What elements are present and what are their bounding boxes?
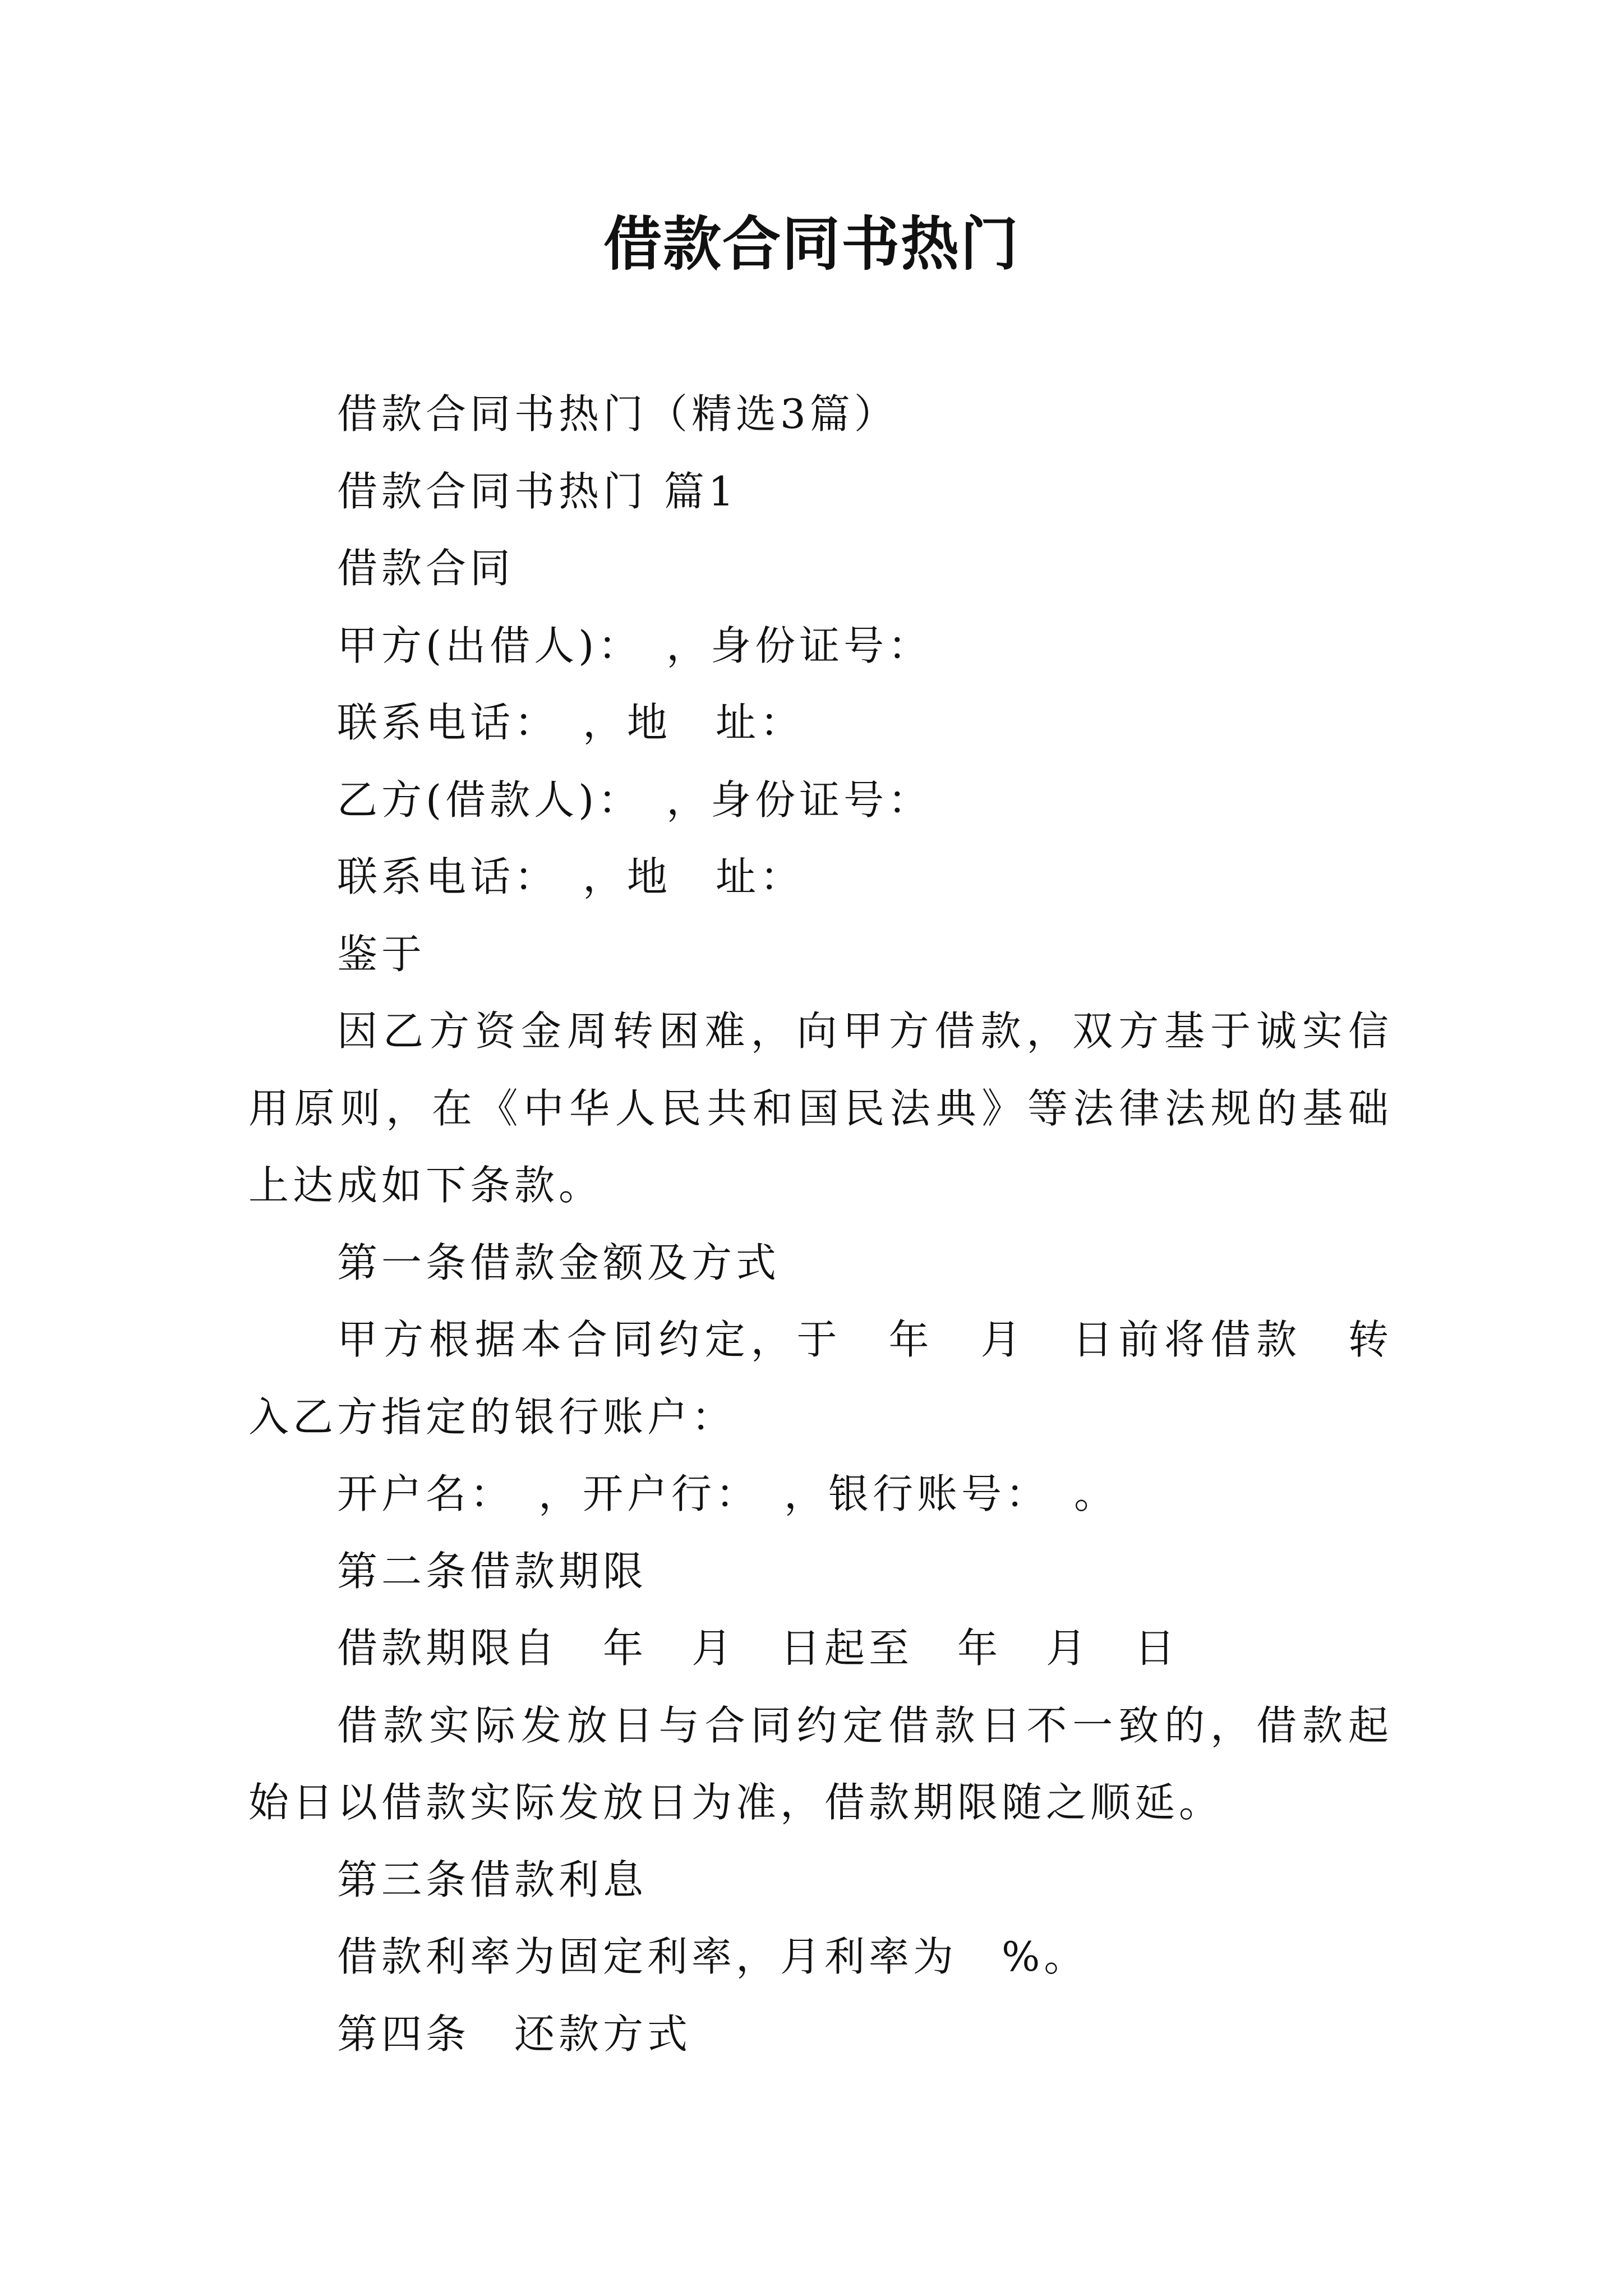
paragraph-interest-rate: 借款利率为固定利率，月利率为 %。 [337, 1933, 1089, 1980]
paragraph-section-heading: 借款合同书热门 篇1 [337, 467, 738, 515]
paragraph-bank-account: 开户名： ，开户行： ，银行账号： 。 [337, 1470, 1119, 1517]
paragraph-party-a-contact: 联系电话： ，地 址： [337, 699, 805, 746]
document-title: 借款合同书热门 [603, 209, 1020, 278]
paragraph-article-4-heading: 第四条 还款方式 [337, 2010, 692, 2058]
paragraph-article-1-heading: 第一条借款金额及方式 [337, 1239, 781, 1286]
paragraph-party-b-contact: 联系电话： ，地 址： [337, 853, 805, 900]
paragraph-loan-term: 借款期限自 年 月 日起至 年 月 日 [337, 1625, 1179, 1672]
paragraph-party-b: 乙方(借款人)： ，身份证号： [337, 776, 933, 823]
document-body [248, 376, 1393, 2073]
paragraph-contract-name: 借款合同 [337, 545, 515, 592]
paragraph-whereas: 鉴于 [337, 930, 426, 978]
paragraph-subtitle: 借款合同书热门（精选3篇） [337, 390, 898, 438]
paragraph-article-3-heading: 第三条借款利息 [337, 1856, 648, 1903]
paragraph-party-a: 甲方(出借人)： ，身份证号： [337, 622, 933, 669]
paragraph-term-adjustment: 借款实际发放日与合同约定借款日不一致的，借款起始日以借款实际发放日为准，借款期限随之顺延。 [248, 1701, 1393, 1826]
paragraph-preamble: 因乙方资金周转困难，向甲方借款，双方基于诚实信用原则，在《中华人民共和国民法典》等法律法规的基础上达成如下条款。 [248, 1007, 1393, 1209]
paragraph-article-1-body: 甲方根据本合同约定，于 年 月 日前将借款 转入乙方指定的银行账户： [248, 1316, 1393, 1441]
paragraph-article-2-heading: 第二条借款期限 [337, 1547, 648, 1595]
